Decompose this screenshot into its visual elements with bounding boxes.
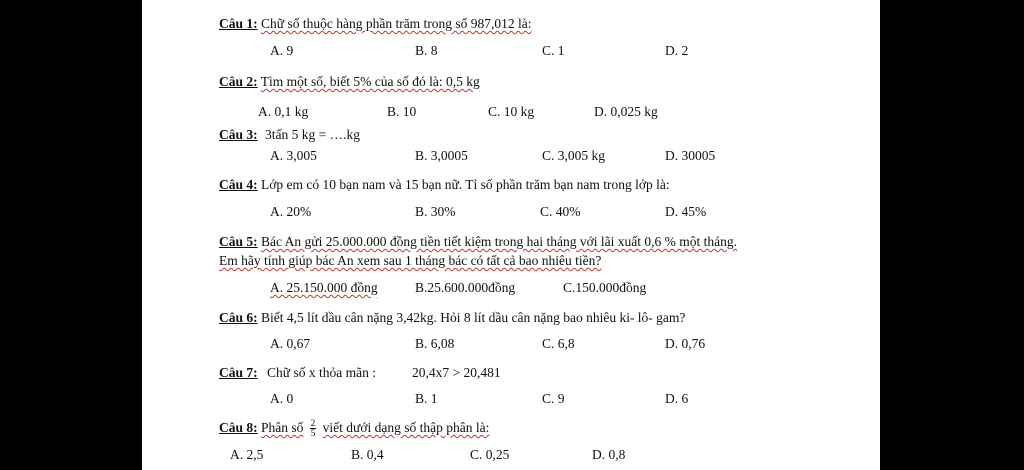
option-a: A. 9 xyxy=(270,43,294,58)
question-3 xyxy=(219,127,360,143)
option-c: C. 3,005 kg xyxy=(542,148,606,163)
question-label: Câu 2: xyxy=(219,74,258,89)
option-a: A. 0,1 kg xyxy=(258,104,309,119)
option-a-text: A. 25.150.000 đồng xyxy=(270,280,378,295)
option-a xyxy=(270,280,378,296)
option-c: C. 1 xyxy=(542,43,565,58)
option-d: D. 2 xyxy=(665,43,689,58)
question-text: 3tấn 5 kg = ….kg xyxy=(265,127,360,142)
document-page xyxy=(142,0,880,470)
question-text: Biết 4,5 lít dầu cân nặng 3,42kg. Hỏi 8 lít dầu cân nặng bao nhiêu ki- lô- gam? xyxy=(261,310,686,325)
question-label: Câu 5: xyxy=(219,234,258,249)
option-b: B. 8 xyxy=(415,43,438,58)
option-c: C. 6,8 xyxy=(542,336,575,351)
option-a: A. 2,5 xyxy=(230,447,264,462)
question-label: Câu 4: xyxy=(219,177,258,192)
question-5 xyxy=(219,234,737,250)
option-b: B.25.600.000đồng xyxy=(415,280,516,295)
question-2 xyxy=(219,74,480,90)
inequality-expression: 20,4x7 > 20,481 xyxy=(412,365,501,380)
question-6 xyxy=(219,310,685,326)
option-b: B. 3,0005 xyxy=(415,148,468,163)
option-d: D. 45% xyxy=(665,204,707,219)
option-c: C. 10 kg xyxy=(488,104,535,119)
option-a: A. 0,67 xyxy=(270,336,311,351)
option-d: D. 0,76 xyxy=(665,336,706,351)
question-text: Lớp em có 10 bạn nam và 15 bạn nữ. Tỉ số phần trăm bạn nam trong lớp là: xyxy=(261,177,670,192)
option-d: D. 30005 xyxy=(665,148,716,163)
option-a: A. 0 xyxy=(270,391,294,406)
question-1 xyxy=(219,16,532,32)
question-text-before: Phân số xyxy=(261,420,304,435)
option-c: C. 0,25 xyxy=(470,447,510,462)
option-c: C.150.000đồng xyxy=(563,280,647,295)
question-label: Câu 1: xyxy=(219,16,258,31)
question-4 xyxy=(219,177,670,193)
question-label: Câu 6: xyxy=(219,310,258,325)
question-7 xyxy=(219,365,376,381)
option-d: D. 0,8 xyxy=(592,447,626,462)
question-text: Bác An gửi 25.000.000 đồng tiền tiết kiệm trong hai tháng với lãi xuất 0,6 % một tháng. xyxy=(261,234,738,249)
option-b: B. 10 xyxy=(387,104,417,119)
option-d: D. 0,025 kg xyxy=(594,104,658,119)
question-8 xyxy=(219,418,489,438)
question-text: Chữ số x thỏa mãn : xyxy=(267,365,376,380)
fraction-numerator: 2 xyxy=(310,418,316,429)
question-text-after: viết dưới dạng số thập phân là: xyxy=(322,420,490,435)
option-b: B. 6,08 xyxy=(415,336,455,351)
option-d: D. 6 xyxy=(665,391,689,406)
option-b: B. 30% xyxy=(415,204,456,219)
option-b: B. 1 xyxy=(415,391,438,406)
option-b: B. 0,4 xyxy=(351,447,384,462)
question-text: Chữ số thuộc hàng phần trăm trong số 987,012 là: xyxy=(261,16,532,31)
question-label: Câu 3: xyxy=(219,127,258,142)
option-c: C. 40% xyxy=(540,204,581,219)
option-a: A. 3,005 xyxy=(270,148,317,163)
question-label: Câu 8: xyxy=(219,420,258,435)
fraction-denominator: 5 xyxy=(310,428,316,439)
question-5-line-2 xyxy=(219,253,601,269)
question-text: Tìm một số, biết 5% của số đó là: 0,5 kg xyxy=(260,74,480,89)
option-c: C. 9 xyxy=(542,391,565,406)
fraction xyxy=(310,419,317,438)
question-label: Câu 7: xyxy=(219,365,258,380)
option-a: A. 20% xyxy=(270,204,312,219)
question-text-continued: Em hãy tính giúp bác An xem sau 1 tháng bác có tất cả bao nhiêu tiền? xyxy=(219,253,602,268)
